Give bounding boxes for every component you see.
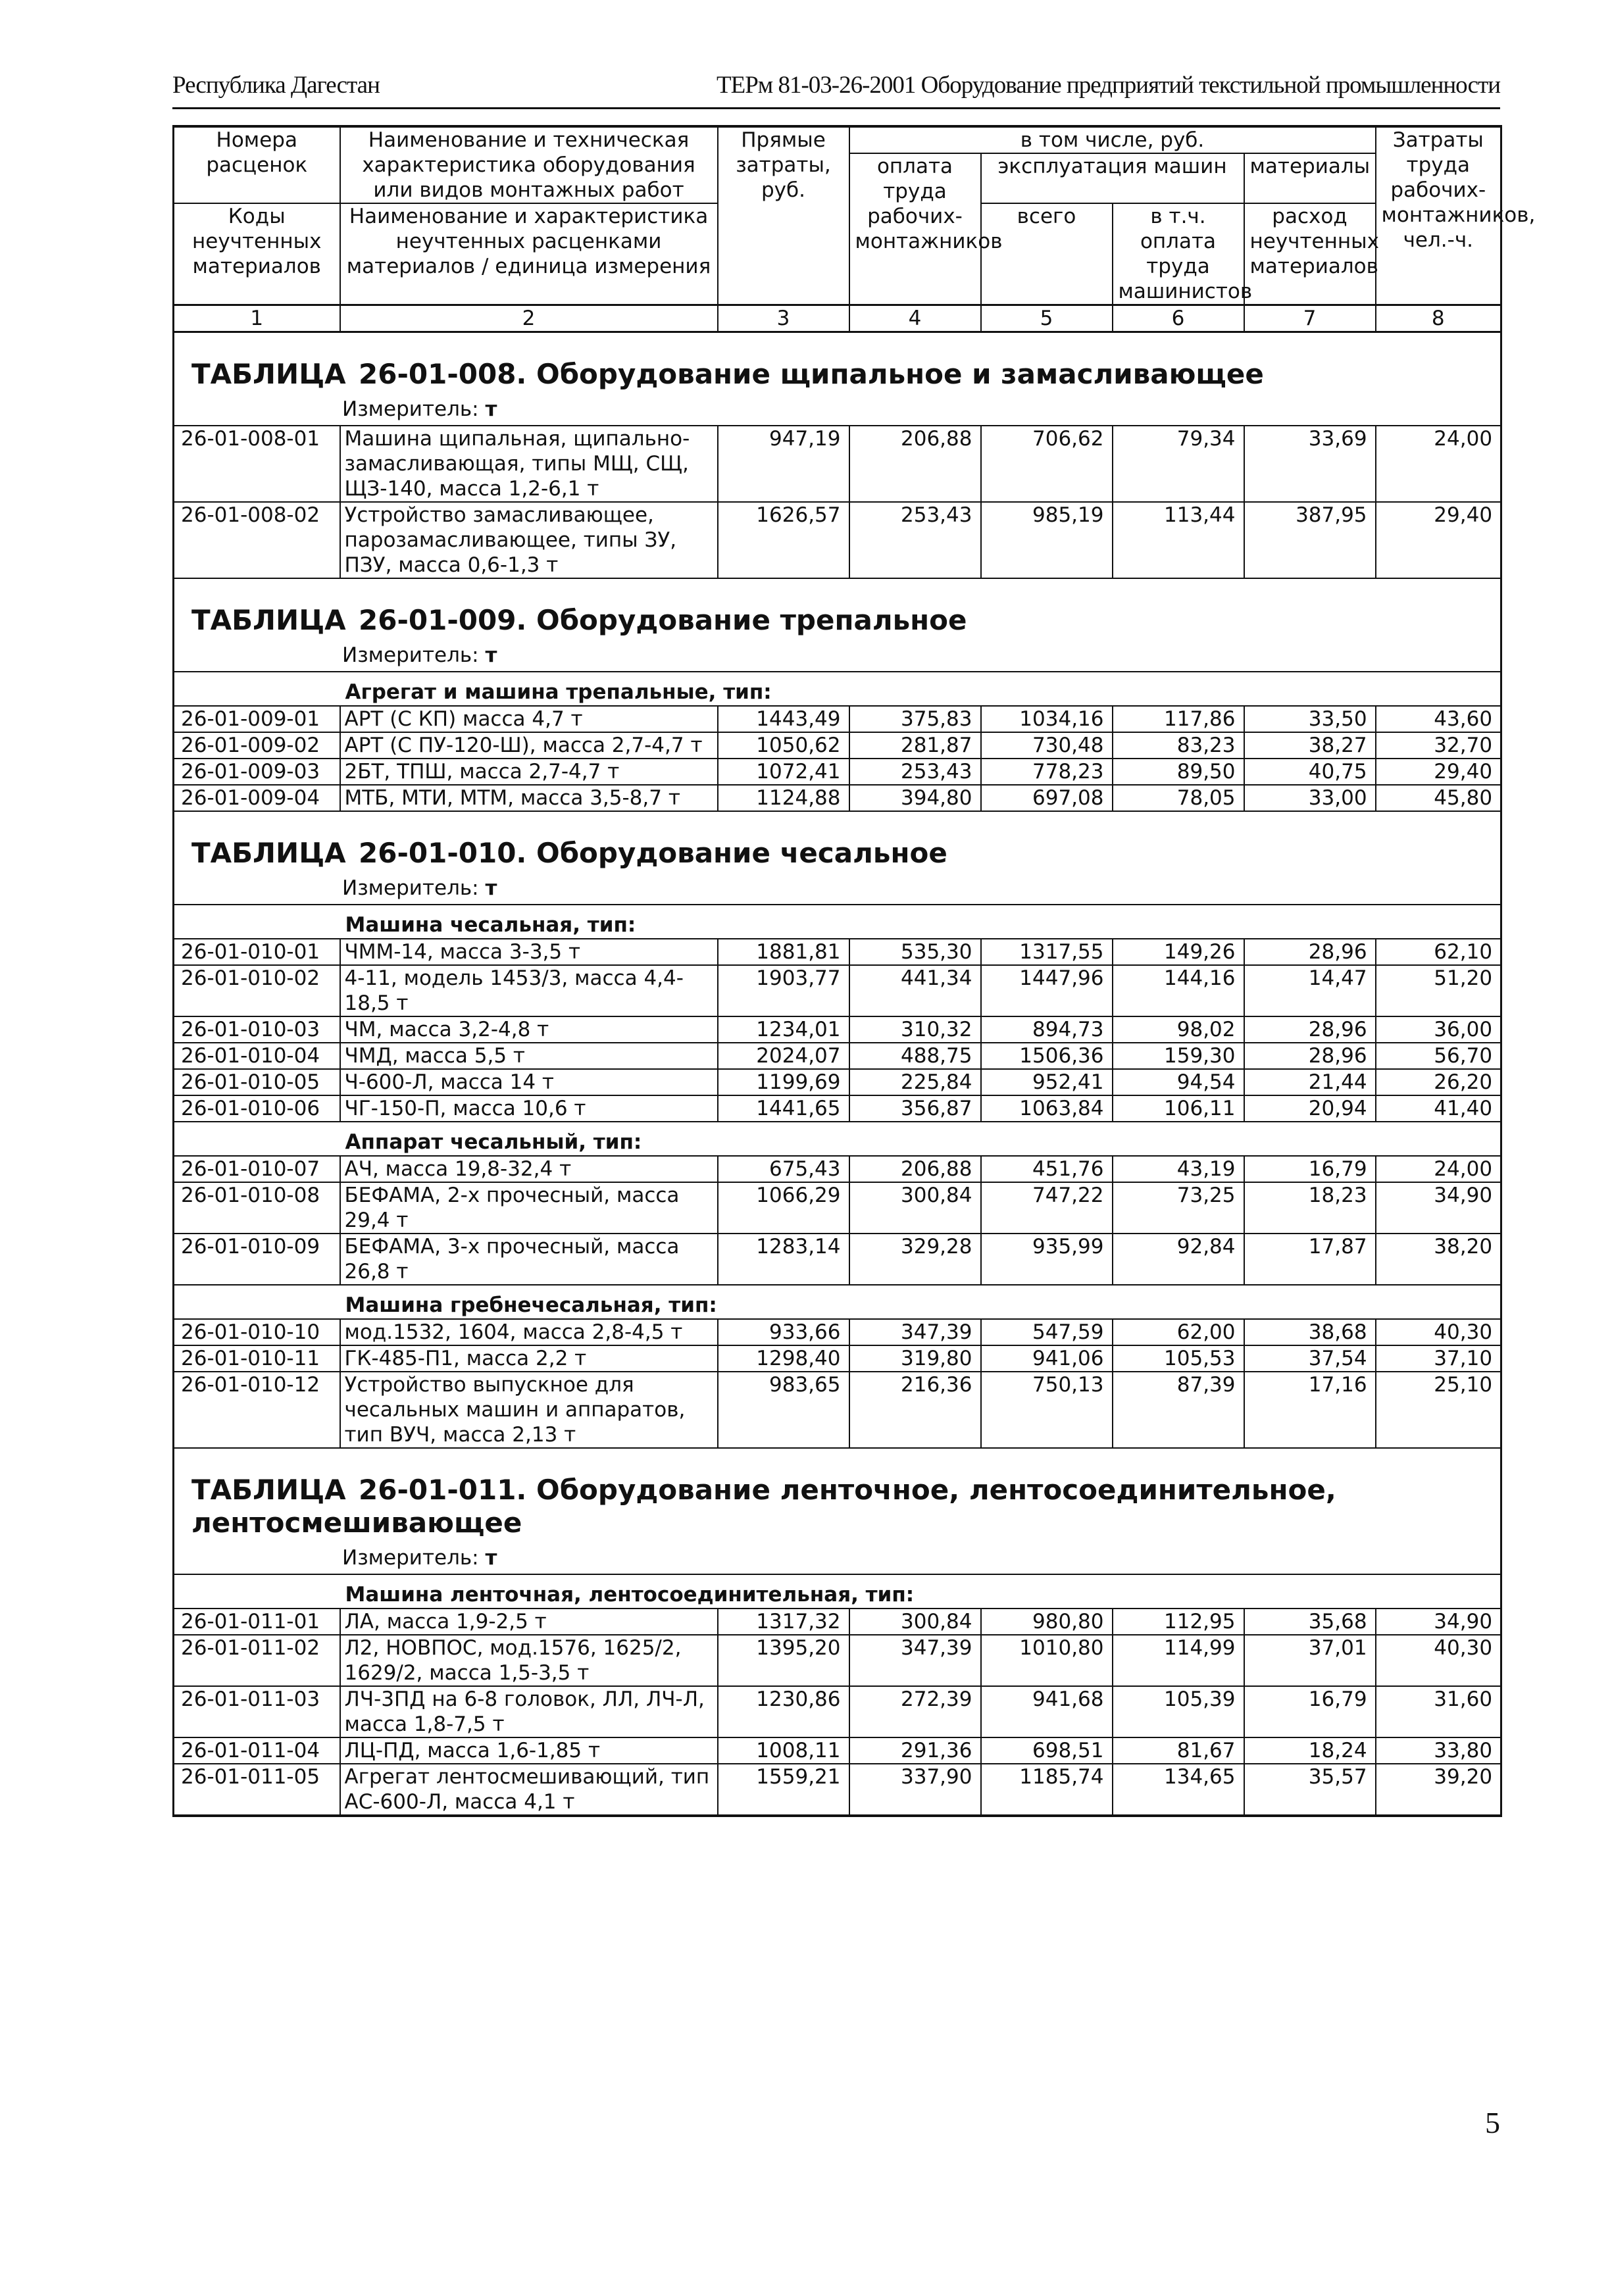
machines-total-cell: 706,62: [981, 426, 1113, 502]
rate-name: мод.1532, 1604, масса 2,8-4,5 т: [340, 1319, 718, 1345]
col-header-labor-hours: Затраты труда рабочих-монтажников, чел.-ч.: [1376, 126, 1501, 305]
materials-cell: 28,96: [1244, 1043, 1376, 1069]
table-section-title: [174, 332, 1501, 391]
measure-row: [174, 1539, 1501, 1574]
column-number: 5: [981, 305, 1113, 332]
machinist-wages-cell: 87,39: [1113, 1372, 1244, 1448]
rate-code: 26-01-010-04: [174, 1043, 340, 1069]
direct-costs-cell: 1441,65: [718, 1095, 849, 1122]
rate-code: 26-01-009-02: [174, 732, 340, 759]
measure-cell: [174, 870, 1501, 904]
machines-total-cell: 1185,74: [981, 1764, 1113, 1816]
measure-label: Измеритель:: [342, 397, 479, 421]
materials-cell: 35,57: [1244, 1764, 1376, 1816]
table-row: [174, 1372, 1501, 1448]
rate-code: 26-01-010-10: [174, 1319, 340, 1345]
materials-cell: 17,16: [1244, 1372, 1376, 1448]
labor-hours-cell: 24,00: [1376, 1156, 1501, 1182]
subtitle-spacer: [1376, 672, 1501, 706]
col-header-name: Наименование и техническая характеристика оборудования или видов монтажных работ: [340, 126, 718, 203]
wages-cell: 206,88: [849, 426, 981, 502]
table-row: [174, 1345, 1501, 1372]
wages-cell: 441,34: [849, 965, 981, 1016]
direct-costs-cell: 1199,69: [718, 1069, 849, 1095]
direct-costs-cell: 1230,86: [718, 1686, 849, 1737]
section-title: Оборудование трепальное: [536, 604, 967, 636]
rate-name: Ч-600-Л, масса 14 т: [340, 1069, 718, 1095]
rate-code: 26-01-009-04: [174, 785, 340, 811]
rate-name: ГК-485-П1, масса 2,2 т: [340, 1345, 718, 1372]
col-header-machinist-wages: в т.ч. оплата труда машинистов: [1113, 203, 1244, 305]
direct-costs-cell: 1008,11: [718, 1737, 849, 1764]
machines-total-cell: 747,22: [981, 1182, 1113, 1234]
table-section-title: [174, 578, 1501, 637]
labor-hours-cell: 36,00: [1376, 1016, 1501, 1043]
rate-name: ЛЦ-ПД, масса 1,6-1,85 т: [340, 1737, 718, 1764]
machinist-wages-cell: 144,16: [1113, 965, 1244, 1016]
labor-hours-cell: 40,30: [1376, 1635, 1501, 1686]
rate-name: Устройство выпускное для чесальных машин и аппаратов, тип ВУЧ, масса 2,13 т: [340, 1372, 718, 1448]
materials-cell: 33,00: [1244, 785, 1376, 811]
column-number: 7: [1244, 305, 1376, 332]
direct-costs-cell: 675,43: [718, 1156, 849, 1182]
table-row: [174, 785, 1501, 811]
section-title: Оборудование щипальное и замасливающее: [536, 358, 1264, 390]
table-row: [174, 1234, 1501, 1285]
machines-total-cell: 1447,96: [981, 965, 1113, 1016]
table-row: [174, 1764, 1501, 1816]
section-word: ТАБЛИЦА: [191, 604, 346, 636]
machines-total-cell: 941,06: [981, 1345, 1113, 1372]
rate-code: 26-01-010-01: [174, 939, 340, 965]
materials-cell: 18,24: [1244, 1737, 1376, 1764]
machinist-wages-cell: 112,95: [1113, 1609, 1244, 1635]
machines-total-cell: 750,13: [981, 1372, 1113, 1448]
wages-cell: 272,39: [849, 1686, 981, 1737]
direct-costs-cell: 1395,20: [718, 1635, 849, 1686]
subtitle-spacer: [174, 1574, 340, 1609]
direct-costs-cell: 1050,62: [718, 732, 849, 759]
materials-cell: 28,96: [1244, 1016, 1376, 1043]
wages-cell: 347,39: [849, 1319, 981, 1345]
machinist-wages-cell: 92,84: [1113, 1234, 1244, 1285]
col-header-including: в том числе, руб.: [849, 126, 1376, 153]
rate-code: 26-01-010-11: [174, 1345, 340, 1372]
labor-hours-cell: 29,40: [1376, 759, 1501, 785]
direct-costs-cell: 1903,77: [718, 965, 849, 1016]
column-header-row: [174, 126, 1501, 153]
col-header-material-codes: Коды неучтенных материалов: [174, 203, 340, 305]
table-row: [174, 426, 1501, 502]
wages-cell: 329,28: [849, 1234, 981, 1285]
subtitle-spacer: [1376, 905, 1501, 939]
wages-cell: 488,75: [849, 1043, 981, 1069]
group-subtitle-row: [174, 1574, 1501, 1609]
machinist-wages-cell: 79,34: [1113, 426, 1244, 502]
section-number: 26-01-009.: [359, 604, 527, 636]
wages-cell: 347,39: [849, 1635, 981, 1686]
wages-cell: 337,90: [849, 1764, 981, 1816]
measure-row: [174, 870, 1501, 904]
table-row: [174, 1182, 1501, 1234]
wages-cell: 216,36: [849, 1372, 981, 1448]
direct-costs-cell: 1298,40: [718, 1345, 849, 1372]
price-table: [172, 125, 1536, 1817]
rate-name: ЧМД, масса 5,5 т: [340, 1043, 718, 1069]
subtitle-spacer: [174, 905, 340, 939]
group-subtitle: Агрегат и машина трепальные, тип:: [340, 672, 1376, 706]
machines-total-cell: 985,19: [981, 502, 1113, 578]
section-number: 26-01-008.: [359, 358, 527, 390]
machines-total-cell: 1506,36: [981, 1043, 1113, 1069]
machinist-wages-cell: 106,11: [1113, 1095, 1244, 1122]
materials-cell: 37,54: [1244, 1345, 1376, 1372]
column-number: 4: [849, 305, 981, 332]
machinist-wages-cell: 89,50: [1113, 759, 1244, 785]
column-number: 8: [1376, 305, 1501, 332]
machines-total-cell: 698,51: [981, 1737, 1113, 1764]
materials-cell: 28,96: [1244, 939, 1376, 965]
section-word: ТАБЛИЦА: [191, 837, 346, 869]
header-region: Республика Дагестан: [172, 72, 380, 99]
labor-hours-cell: 43,60: [1376, 706, 1501, 732]
rate-name: АЧ, масса 19,8-32,4 т: [340, 1156, 718, 1182]
rate-name: ЧГ-150-П, масса 10,6 т: [340, 1095, 718, 1122]
table-row: [174, 1609, 1501, 1635]
materials-cell: 16,79: [1244, 1156, 1376, 1182]
machines-total-cell: 1317,55: [981, 939, 1113, 965]
rate-code: 26-01-011-05: [174, 1764, 340, 1816]
section-heading: [174, 811, 1501, 870]
labor-hours-cell: 45,80: [1376, 785, 1501, 811]
machinist-wages-cell: 43,19: [1113, 1156, 1244, 1182]
machines-total-cell: 1010,80: [981, 1635, 1113, 1686]
table-row: [174, 1069, 1501, 1095]
wages-cell: 300,84: [849, 1609, 981, 1635]
labor-hours-cell: 62,10: [1376, 939, 1501, 965]
column-number: 2: [340, 305, 718, 332]
group-subtitle-row: [174, 672, 1501, 706]
table-row: [174, 1016, 1501, 1043]
col-header-machines-total: всего: [981, 203, 1113, 305]
materials-cell: 33,50: [1244, 706, 1376, 732]
group-subtitle-row: [174, 1285, 1501, 1319]
subtitle-spacer: [1376, 1285, 1501, 1319]
materials-cell: 40,75: [1244, 759, 1376, 785]
group-subtitle: Машина гребнечесальная, тип:: [340, 1285, 1376, 1319]
machines-total-cell: 1063,84: [981, 1095, 1113, 1122]
direct-costs-cell: 947,19: [718, 426, 849, 502]
wages-cell: 356,87: [849, 1095, 981, 1122]
rate-code: 26-01-011-02: [174, 1635, 340, 1686]
section-heading: [174, 332, 1501, 391]
table-row: [174, 1095, 1501, 1122]
measure-unit: т: [485, 643, 497, 667]
measure-label: Измеритель:: [342, 876, 479, 900]
machinist-wages-cell: 159,30: [1113, 1043, 1244, 1069]
machinist-wages-cell: 81,67: [1113, 1737, 1244, 1764]
machines-total-cell: 980,80: [981, 1609, 1113, 1635]
table-row: [174, 939, 1501, 965]
materials-cell: 16,79: [1244, 1686, 1376, 1737]
section-number: 26-01-011.: [359, 1474, 527, 1506]
rate-code: 26-01-009-01: [174, 706, 340, 732]
machines-total-cell: 451,76: [981, 1156, 1113, 1182]
labor-hours-cell: 31,60: [1376, 1686, 1501, 1737]
rate-code: 26-01-010-08: [174, 1182, 340, 1234]
rate-code: 26-01-008-02: [174, 502, 340, 578]
labor-hours-cell: 29,40: [1376, 502, 1501, 578]
labor-hours-cell: 33,80: [1376, 1737, 1501, 1764]
section-title: Оборудование чесальное: [536, 837, 947, 869]
col-header-machines: эксплуатация машин: [981, 153, 1244, 203]
subtitle-spacer: [174, 1285, 340, 1319]
direct-costs-cell: 1881,81: [718, 939, 849, 965]
header-document-title: ТЕРм 81-03-26-2001 Оборудование предприятий текстильной промышленности: [717, 72, 1500, 99]
machines-total-cell: 894,73: [981, 1016, 1113, 1043]
table-row: [174, 502, 1501, 578]
wages-cell: 291,36: [849, 1737, 981, 1764]
direct-costs-cell: 1234,01: [718, 1016, 849, 1043]
direct-costs-cell: 933,66: [718, 1319, 849, 1345]
wages-cell: 300,84: [849, 1182, 981, 1234]
wages-cell: 319,80: [849, 1345, 981, 1372]
col-header-wages: оплата труда рабочих-монтажников: [849, 153, 981, 305]
subtitle-spacer: [1376, 1122, 1501, 1156]
measure-unit: т: [485, 1546, 497, 1570]
materials-cell: 35,68: [1244, 1609, 1376, 1635]
table-row: [174, 965, 1501, 1016]
column-number: 1: [174, 305, 340, 332]
materials-cell: 387,95: [1244, 502, 1376, 578]
wages-cell: 310,32: [849, 1016, 981, 1043]
machines-total-cell: 697,08: [981, 785, 1113, 811]
rate-name: 2БТ, ТПШ, масса 2,7-4,7 т: [340, 759, 718, 785]
table-row: [174, 1635, 1501, 1686]
direct-costs-cell: 1626,57: [718, 502, 849, 578]
materials-cell: 17,87: [1244, 1234, 1376, 1285]
col-header-direct-costs: Прямые затраты, руб.: [718, 126, 849, 305]
machinist-wages-cell: 94,54: [1113, 1069, 1244, 1095]
col-header-rate-numbers: Номера расценок: [174, 126, 340, 203]
direct-costs-cell: 1072,41: [718, 759, 849, 785]
machinist-wages-cell: 105,39: [1113, 1686, 1244, 1737]
machinist-wages-cell: 134,65: [1113, 1764, 1244, 1816]
direct-costs-cell: 1066,29: [718, 1182, 849, 1234]
machinist-wages-cell: 114,99: [1113, 1635, 1244, 1686]
machines-total-cell: 730,48: [981, 732, 1113, 759]
labor-hours-cell: 37,10: [1376, 1345, 1501, 1372]
measure-label: Измеритель:: [342, 643, 479, 667]
rate-name: Машина щипальная, щипально-замасливающая, типы МЩ, СЩ, ЩЗ-140, масса 1,2-6,1 т: [340, 426, 718, 502]
measure-cell: [174, 391, 1501, 425]
table-row: [174, 1043, 1501, 1069]
table-section-title: [174, 1448, 1501, 1539]
machines-total-cell: 1034,16: [981, 706, 1113, 732]
wages-cell: 394,80: [849, 785, 981, 811]
wages-cell: 206,88: [849, 1156, 981, 1182]
running-header: [172, 66, 1500, 105]
group-subtitle: Аппарат чесальный, тип:: [340, 1122, 1376, 1156]
page-number: 5: [1485, 2106, 1500, 2139]
col-header-material-names: Наименование и характеристика неучтенных расценками материалов / единица измерения: [340, 203, 718, 305]
group-subtitle-row: [174, 905, 1501, 939]
subtitle-spacer: [174, 1122, 340, 1156]
direct-costs-cell: 2024,07: [718, 1043, 849, 1069]
labor-hours-cell: 38,20: [1376, 1234, 1501, 1285]
table-section-title: [174, 811, 1501, 870]
machines-total-cell: 941,68: [981, 1686, 1113, 1737]
machines-total-cell: 547,59: [981, 1319, 1113, 1345]
section-title: Оборудование ленточное, лентосоединительное, лентосмешивающее: [191, 1474, 1336, 1539]
labor-hours-cell: 32,70: [1376, 732, 1501, 759]
materials-cell: 21,44: [1244, 1069, 1376, 1095]
measure-row: [174, 391, 1501, 425]
header-rule: [172, 107, 1500, 109]
machines-total-cell: 952,41: [981, 1069, 1113, 1095]
rate-code: 26-01-010-07: [174, 1156, 340, 1182]
wages-cell: 253,43: [849, 502, 981, 578]
labor-hours-cell: 39,20: [1376, 1764, 1501, 1816]
section-word: ТАБЛИЦА: [191, 358, 346, 390]
materials-cell: 20,94: [1244, 1095, 1376, 1122]
machinist-wages-cell: 149,26: [1113, 939, 1244, 965]
rate-name: ЛА, масса 1,9-2,5 т: [340, 1609, 718, 1635]
rate-name: ЧМ, масса 3,2-4,8 т: [340, 1016, 718, 1043]
rate-code: 26-01-010-06: [174, 1095, 340, 1122]
group-subtitle-row: [174, 1122, 1501, 1156]
wages-cell: 375,83: [849, 706, 981, 732]
rate-code: 26-01-010-12: [174, 1372, 340, 1448]
rate-code: 26-01-010-09: [174, 1234, 340, 1285]
table-row: [174, 1156, 1501, 1182]
direct-costs-cell: 1317,32: [718, 1609, 849, 1635]
materials-cell: 18,23: [1244, 1182, 1376, 1234]
table-row: [174, 1737, 1501, 1764]
materials-cell: 33,69: [1244, 426, 1376, 502]
rate-name: Устройство замасливающее, парозамасливающее, типы ЗУ, ПЗУ, масса 0,6-1,3 т: [340, 502, 718, 578]
labor-hours-cell: 25,10: [1376, 1372, 1501, 1448]
rate-name: 4-11, модель 1453/3, масса 4,4-18,5 т: [340, 965, 718, 1016]
rate-name: Л2, НОВПОС, мод.1576, 1625/2, 1629/2, масса 1,5-3,5 т: [340, 1635, 718, 1686]
rate-code: 26-01-010-02: [174, 965, 340, 1016]
labor-hours-cell: 34,90: [1376, 1182, 1501, 1234]
machinist-wages-cell: 113,44: [1113, 502, 1244, 578]
measure-label: Измеритель:: [342, 1546, 479, 1570]
column-number: 3: [718, 305, 849, 332]
measure-unit: т: [485, 876, 497, 900]
direct-costs-cell: 1559,21: [718, 1764, 849, 1816]
column-number: 6: [1113, 305, 1244, 332]
rate-name: МТБ, МТИ, МТМ, масса 3,5-8,7 т: [340, 785, 718, 811]
measure-cell: [174, 637, 1501, 671]
labor-hours-cell: 41,40: [1376, 1095, 1501, 1122]
subtitle-spacer: [1376, 1574, 1501, 1609]
machinist-wages-cell: 105,53: [1113, 1345, 1244, 1372]
table-row: [174, 1319, 1501, 1345]
materials-cell: 38,27: [1244, 732, 1376, 759]
rate-code: 26-01-009-03: [174, 759, 340, 785]
machinist-wages-cell: 73,25: [1113, 1182, 1244, 1234]
section-number: 26-01-010.: [359, 837, 527, 869]
section-word: ТАБЛИЦА: [191, 1474, 346, 1506]
wages-cell: 253,43: [849, 759, 981, 785]
table-row: [174, 706, 1501, 732]
direct-costs-cell: 1283,14: [718, 1234, 849, 1285]
rate-name: Агрегат лентосмешивающий, тип АС-600-Л, масса 4,1 т: [340, 1764, 718, 1816]
rate-code: 26-01-011-01: [174, 1609, 340, 1635]
column-number-row: [174, 305, 1501, 332]
measure-cell: [174, 1539, 1501, 1574]
rate-name: ЧММ-14, масса 3-3,5 т: [340, 939, 718, 965]
group-subtitle: Машина чесальная, тип:: [340, 905, 1376, 939]
group-subtitle: Машина ленточная, лентосоединительная, тип:: [340, 1574, 1376, 1609]
section-heading: [174, 578, 1501, 637]
materials-cell: 37,01: [1244, 1635, 1376, 1686]
table-row: [174, 759, 1501, 785]
direct-costs-cell: 1443,49: [718, 706, 849, 732]
direct-costs-cell: 1124,88: [718, 785, 849, 811]
wages-cell: 225,84: [849, 1069, 981, 1095]
rate-code: 26-01-010-03: [174, 1016, 340, 1043]
labor-hours-cell: 40,30: [1376, 1319, 1501, 1345]
labor-hours-cell: 26,20: [1376, 1069, 1501, 1095]
table-row: [174, 732, 1501, 759]
rate-code: 26-01-010-05: [174, 1069, 340, 1095]
materials-cell: 38,68: [1244, 1319, 1376, 1345]
materials-cell: 14,47: [1244, 965, 1376, 1016]
rate-name: АРТ (С ПУ-120-Ш), масса 2,7-4,7 т: [340, 732, 718, 759]
machinist-wages-cell: 78,05: [1113, 785, 1244, 811]
labor-hours-cell: 56,70: [1376, 1043, 1501, 1069]
machines-total-cell: 935,99: [981, 1234, 1113, 1285]
labor-hours-cell: 34,90: [1376, 1609, 1501, 1635]
machinist-wages-cell: 83,23: [1113, 732, 1244, 759]
measure-unit: т: [485, 397, 497, 421]
rate-code: 26-01-011-04: [174, 1737, 340, 1764]
section-heading: [174, 1448, 1501, 1539]
rate-code: 26-01-008-01: [174, 426, 340, 502]
labor-hours-cell: 24,00: [1376, 426, 1501, 502]
direct-costs-cell: 983,65: [718, 1372, 849, 1448]
rate-code: 26-01-011-03: [174, 1686, 340, 1737]
machinist-wages-cell: 62,00: [1113, 1319, 1244, 1345]
rate-name: БЕФАМА, 2-х прочесный, масса 29,4 т: [340, 1182, 718, 1234]
col-header-material-usage: расход неучтенных материалов: [1244, 203, 1376, 305]
measure-row: [174, 637, 1501, 671]
col-header-materials: материалы: [1244, 153, 1376, 203]
machinist-wages-cell: 98,02: [1113, 1016, 1244, 1043]
subtitle-spacer: [174, 672, 340, 706]
rate-name: АРТ (С КП) масса 4,7 т: [340, 706, 718, 732]
labor-hours-cell: 51,20: [1376, 965, 1501, 1016]
machines-total-cell: 778,23: [981, 759, 1113, 785]
table-row: [174, 1686, 1501, 1737]
rate-name: ЛЧ-3ПД на 6-8 головок, ЛЛ, ЛЧ-Л, масса 1,8-7,5 т: [340, 1686, 718, 1737]
wages-cell: 281,87: [849, 732, 981, 759]
wages-cell: 535,30: [849, 939, 981, 965]
rate-name: БЕФАМА, 3-х прочесный, масса 26,8 т: [340, 1234, 718, 1285]
machinist-wages-cell: 117,86: [1113, 706, 1244, 732]
